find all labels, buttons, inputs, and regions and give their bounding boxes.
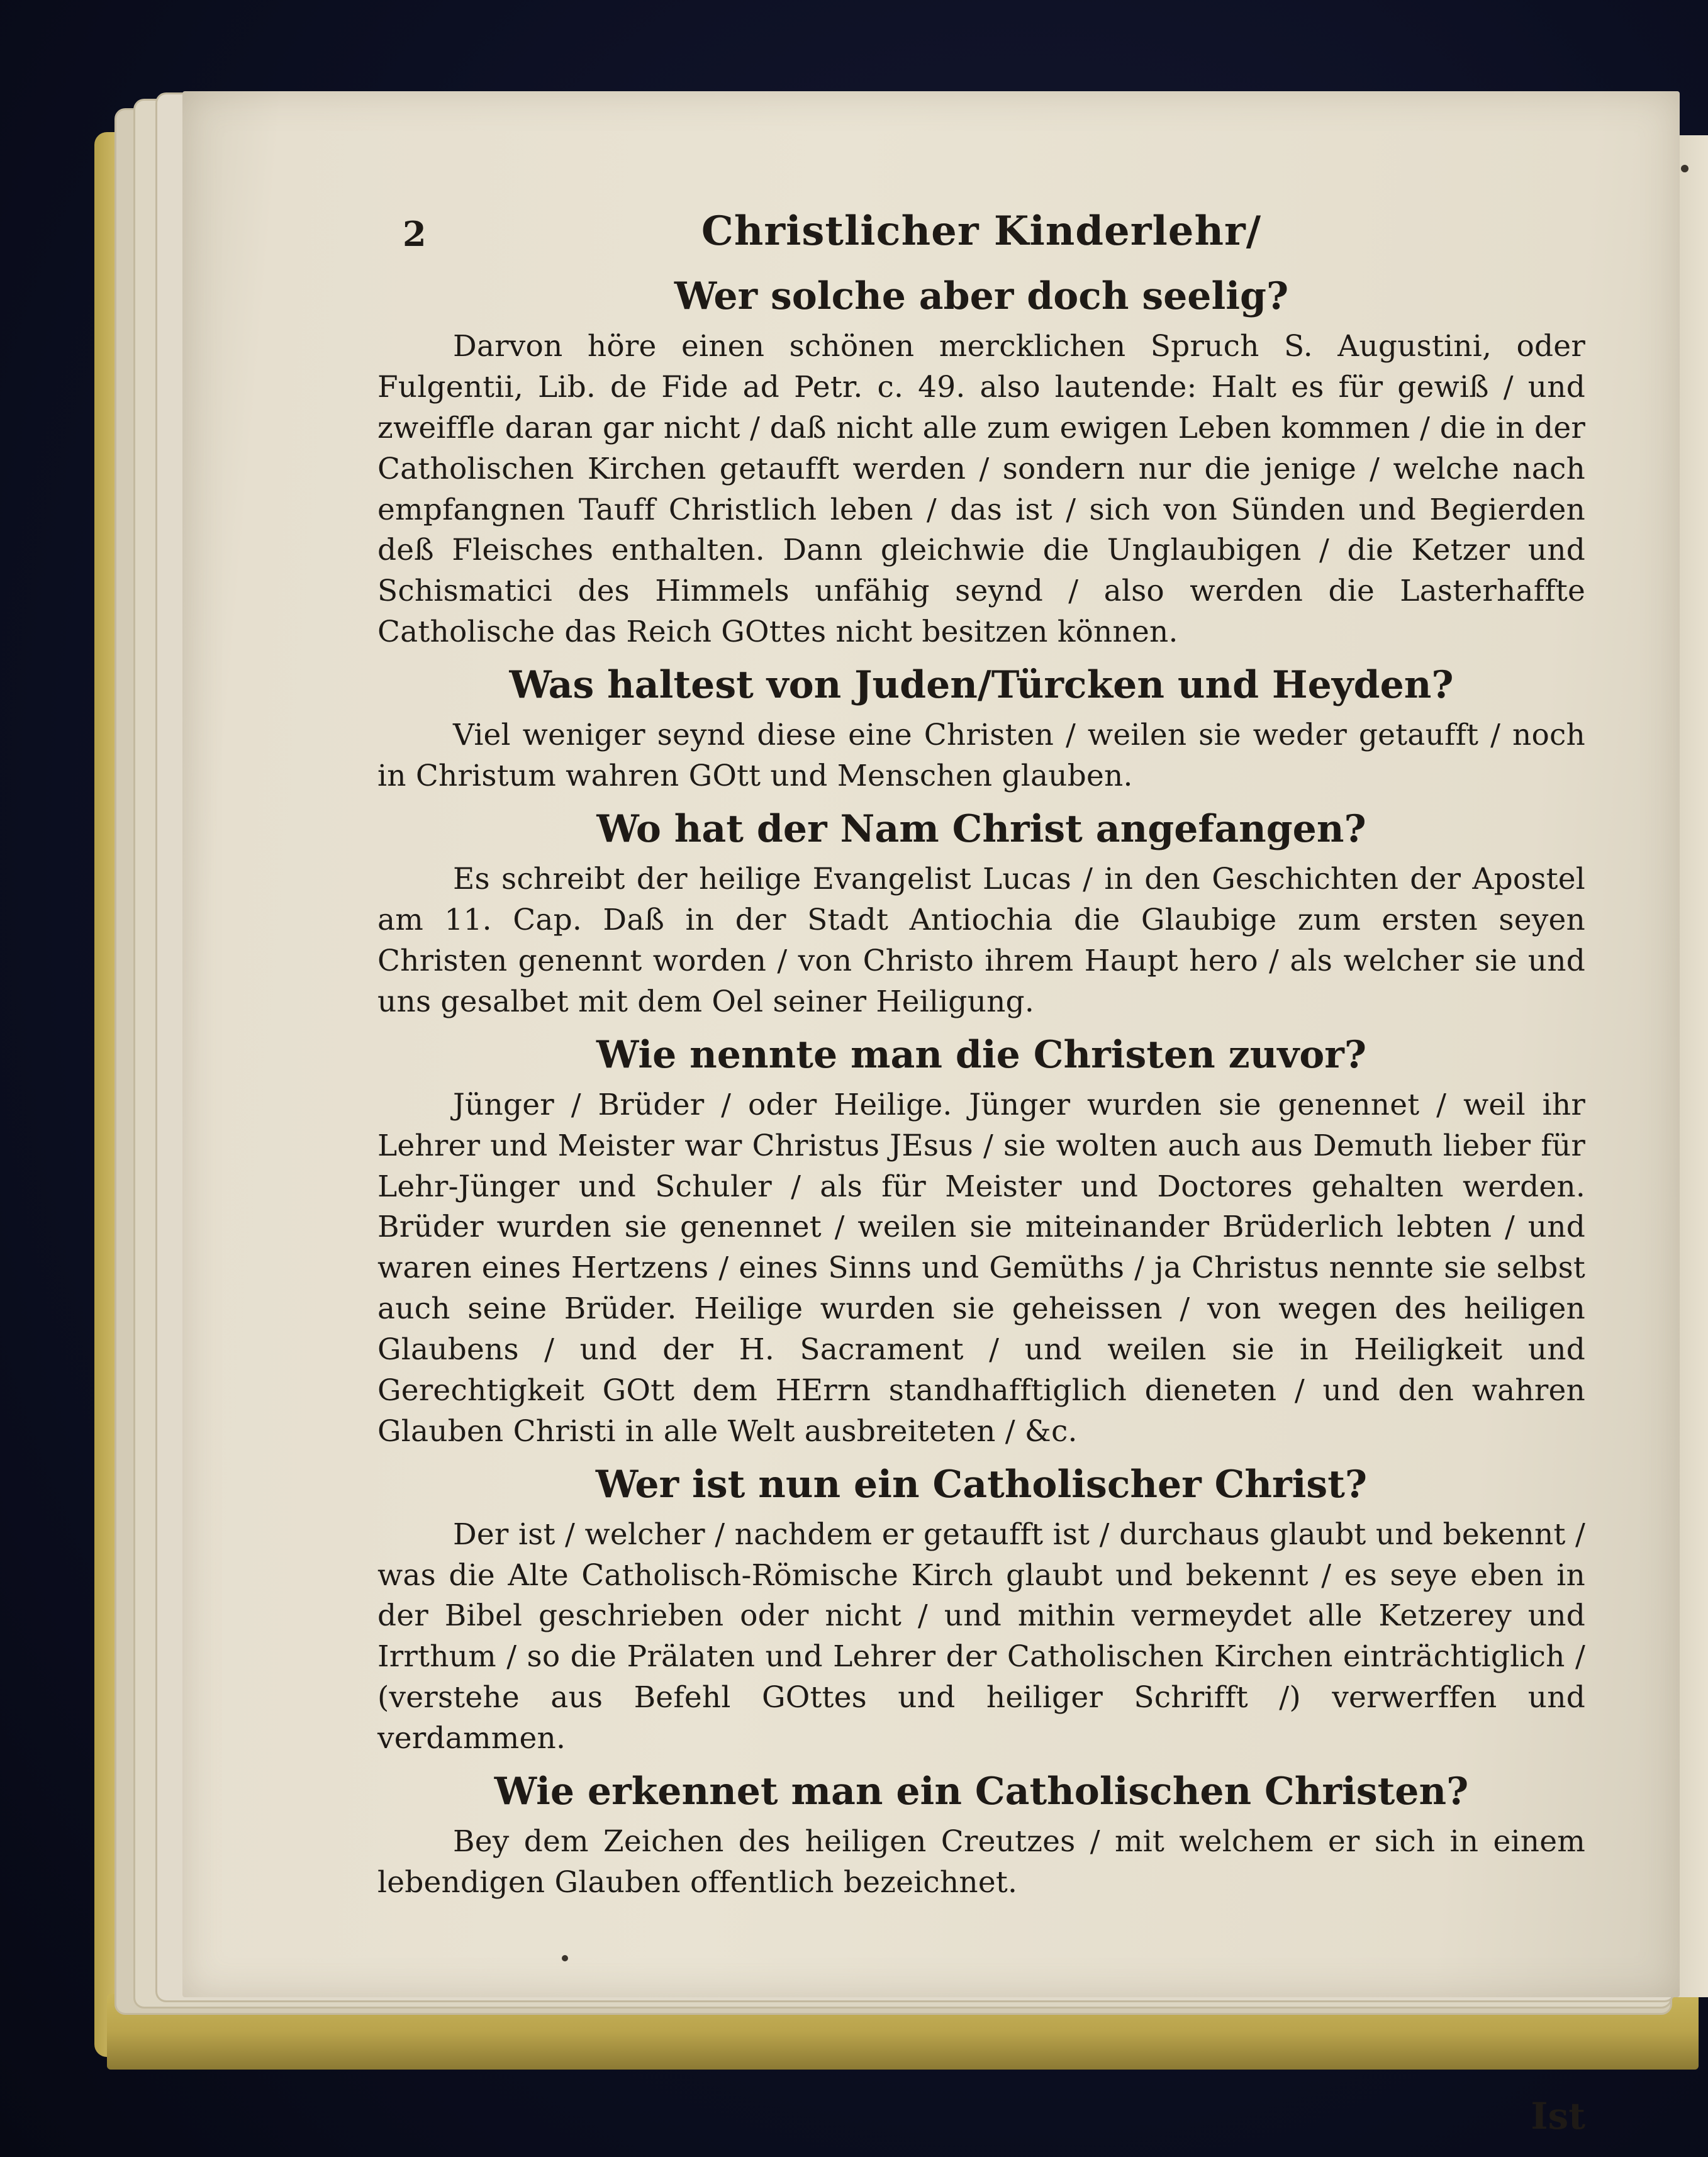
question-heading: Was haltest von Juden/Türcken und Heyden? bbox=[509, 663, 1454, 708]
page-header bbox=[377, 208, 1585, 264]
question-heading: Wer ist nun ein Catholischer Christ? bbox=[595, 1462, 1368, 1507]
question-heading: Wo hat der Nam Christ angefangen? bbox=[596, 806, 1366, 851]
answer-paragraph: Viel weniger seynd diese eine Christen / weilen sie weder getaufft / noch in Christum wahren GOtt und Menschen glauben. bbox=[377, 718, 1585, 794]
running-title: Christlicher Kinderlehr/ bbox=[701, 208, 1262, 255]
answer-paragraph: Bey dem Zeichen des heiligen Creutzes / mit welchem er sich in einem lebendigen Glauben offentlich bezeichnet. bbox=[377, 1824, 1585, 1900]
ink-speck bbox=[1681, 165, 1688, 172]
catchword: Ist bbox=[1531, 2095, 1585, 2137]
page-content bbox=[377, 208, 1585, 2137]
question-heading: Wer solche aber doch seelig? bbox=[674, 274, 1289, 318]
answer-paragraph: Der ist / welcher / nachdem er getaufft ist / durchaus glaubt und bekennt / was die Alte Catholisch-Römische Kirch glaubt und bekennt / es seye eben in der Bibel geschrieben oder nicht / und mithin vermeydet alle Ketzerey und Irrthum / so die Prälaten und Lehrer der Catholischen Kirchen einträchtiglich / (verstehe aus Befehl GOttes und heiliger Schrifft /) verwerffen und verdammen. bbox=[377, 1517, 1585, 1756]
answer-paragraph: Darvon höre einen schönen mercklichen Spruch S. Augustini, oder Fulgentii, Lib. de Fide ad Petr. c. 49. also lautende: Halt es für gewiß / und zweiffle daran gar nicht / daß nicht alle zum ewigen Leben kommen / die in der Catholischen Kirchen getaufft werden / sondern nur die jenige / welche nach empfangnen Tauff Christlich leben / das ist / sich von Sünden und Begierden deß Fleisches enthalten. Dann gleichwie die Unglaubigen / die Ketzer und Schismatici des Himmels unfähig seynd / also werden die Lasterhaffte Catholische das Reich GOttes nicht besitzen können. bbox=[377, 329, 1585, 650]
page-number: 2 bbox=[403, 214, 427, 254]
question-heading: Wie nennte man die Christen zuvor? bbox=[596, 1032, 1366, 1077]
ink-speck bbox=[562, 1955, 568, 1961]
answer-paragraph: Jünger / Brüder / oder Heilige. Jünger wurden sie genennet / weil ihr Lehrer und Meister war Christus JEsus / sie wolten auch aus Demuth lieber für Lehr-Jünger und Schuler / als für Meister und Doctores gehalten werden. Brüder wurden sie genennet / weilen sie miteinander Brüderlich lebten / und waren eines Hertzens / eines Sinns und Gemüths / ja Christus nennte sie selbst auch seine Brüder. Heilige wurden sie geheissen / von wegen des heiligen Glaubens / und der H. Sacrament / und weilen sie in Heiligkeit und Gerechtigkeit GOtt dem HErrn standhafftiglich dieneten / und den wahren Glauben Christi in alle Welt ausbreiteten / &c. bbox=[377, 1087, 1585, 1449]
answer-paragraph: Es schreibt der heilige Evangelist Lucas / in den Geschichten der Apostel am 11. Cap. Daß in der Stadt Antiochia die Glaubige zum ersten seyen Christen genennt worden / von Christo ihrem Haupt hero / als welcher sie und uns gesalbet mit dem Oel seiner Heiligung. bbox=[377, 862, 1585, 1019]
question-heading: Wie erkennet man ein Catholischen Christen? bbox=[494, 1769, 1469, 1814]
